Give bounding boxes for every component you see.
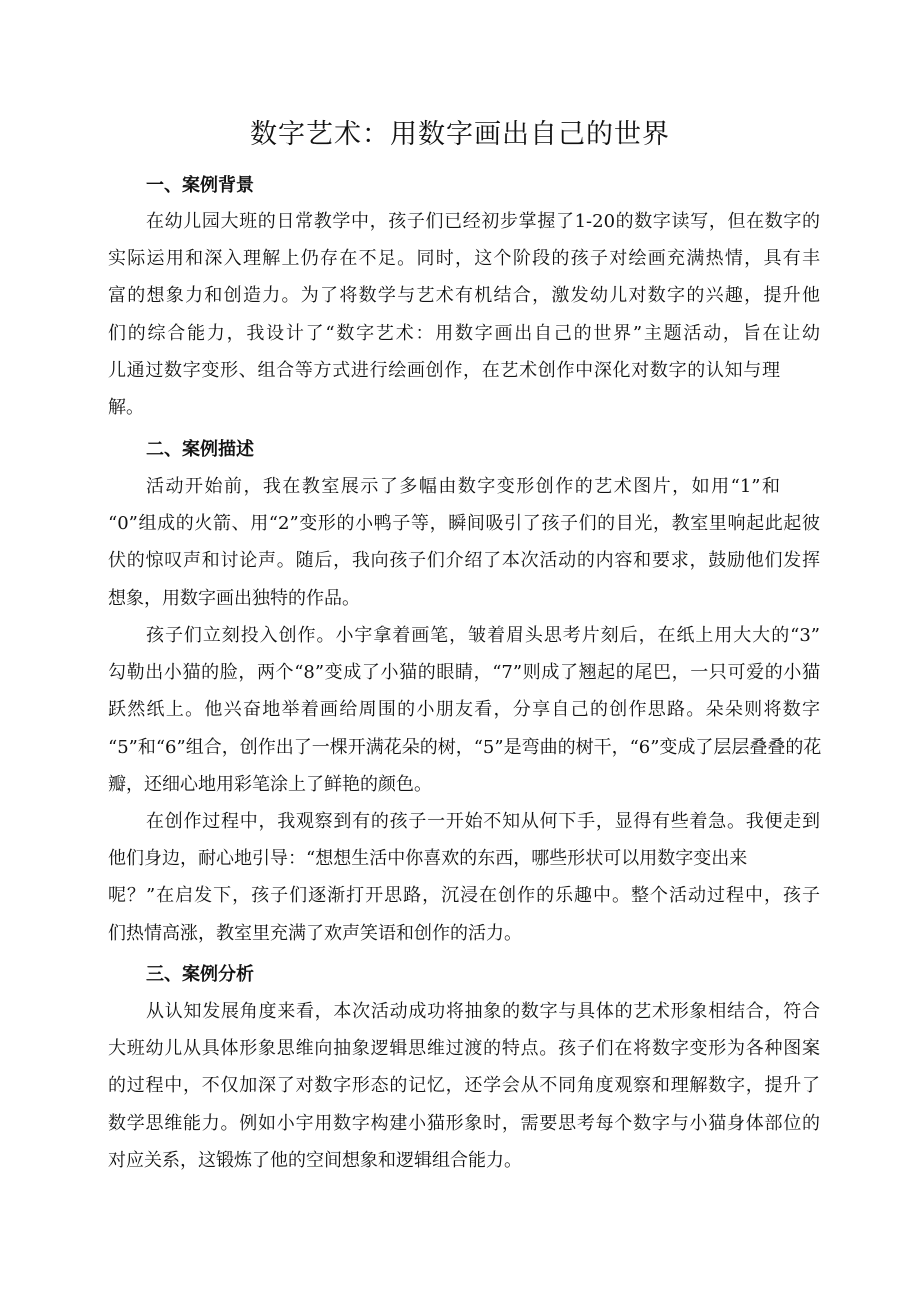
paragraph-line: 解。 <box>108 396 144 418</box>
paragraph-line: 瓣，还细心地用彩笔涂上了鲜艳的颜色。 <box>108 773 432 795</box>
paragraph-line: 跃然纸上。他兴奋地举着画给周围的小朋友看，分享自己的创作思路。朵朵则将数字 <box>108 699 820 721</box>
paragraph-line: 们的综合能力，我设计了“数字艺术：用数字画出自己的世界”主题活动，旨在让幼 <box>108 322 820 344</box>
paragraph-line: 在创作过程中，我观察到有的孩子一开始不知从何下手，显得有些着急。我便走到 <box>146 811 820 832</box>
paragraph-line: 勾勒出小猫的脸，两个“8”变成了小猫的眼睛，“7”则成了翘起的尾巴，一只可爱的小猫 <box>108 662 820 684</box>
paragraph-line: 儿通过数字变形、组合等方式进行绘画创作，在艺术创作中深化对数字的认知与理 <box>108 359 780 381</box>
section-heading-description: 二、案例描述 <box>146 439 254 460</box>
paragraph-line: 大班幼儿从具体形象思维向抽象逻辑思维过渡的特点。孩子们在将数字变形为各种图案 <box>108 1038 820 1060</box>
paragraph-description-3 <box>108 803 820 952</box>
paragraph-line: “0”组成的火箭、用“2”变形的小鸭子等，瞬间吸引了孩子们的目光，教室里响起此起彼 <box>108 513 820 535</box>
paragraph-line: 数学思维能力。例如小宇用数字构建小猫形象时，需要思考每个数字与小猫身体部位的 <box>108 1112 820 1134</box>
document-title: 数字艺术：用数字画出自己的世界 <box>250 119 670 150</box>
paragraph-line: 想象，用数字画出独特的作品。 <box>108 587 360 609</box>
paragraph-description-2 <box>108 617 820 803</box>
paragraph-description-1 <box>108 468 820 617</box>
paragraph-line: 实际运用和深入理解上仍存在不足。同时，这个阶段的孩子对绘画充满热情，具有丰 <box>108 248 820 270</box>
section-heading-analysis: 三、案例分析 <box>146 964 254 985</box>
paragraph-line: 对应关系，这锻炼了他的空间想象和逻辑组合能力。 <box>108 1149 522 1171</box>
paragraph-line: 富的想象力和创造力。为了将数学与艺术有机结合，激发幼儿对数字的兴趣，提升他 <box>108 285 820 307</box>
paragraph-line: 们热情高涨，教室里充满了欢声笑语和创作的活力。 <box>108 922 522 944</box>
paragraph-line: 在幼儿园大班的日常教学中，孩子们已经初步掌握了1-20的数字读写，但在数字的 <box>146 211 820 232</box>
paragraph-analysis <box>108 993 820 1179</box>
paragraph-line: 的过程中，不仅加深了对数字形态的记忆，还学会从不同角度观察和理解数字，提升了 <box>108 1075 820 1097</box>
paragraph-line: 从认知发展角度来看，本次活动成功将抽象的数字与具体的艺术形象相结合，符合 <box>146 1001 820 1022</box>
paragraph-line: 他们身边，耐心地引导：“想想生活中你喜欢的东西，哪些形状可以用数字变出来 <box>108 848 748 870</box>
paragraph-line: 孩子们立刻投入创作。小宇拿着画笔，皱着眉头思考片刻后，在纸上用大大的“3” <box>146 625 820 646</box>
paragraph-line: “5”和“6”组合，创作出了一棵开满花朵的树，“5”是弯曲的树干，“6”变成了层层叠叠的花 <box>108 736 822 758</box>
paragraph-background <box>108 203 820 426</box>
section-heading-background: 一、案例背景 <box>146 175 254 196</box>
paragraph-line: 活动开始前，我在教室展示了多幅由数字变形创作的艺术图片，如用“1”和 <box>146 476 780 497</box>
paragraph-line: 伏的惊叹声和讨论声。随后，我向孩子们介绍了本次活动的内容和要求，鼓励他们发挥 <box>108 550 820 572</box>
paragraph-line: 呢？”在启发下，孩子们逐渐打开思路，沉浸在创作的乐趣中。整个活动过程中，孩子 <box>108 885 820 907</box>
